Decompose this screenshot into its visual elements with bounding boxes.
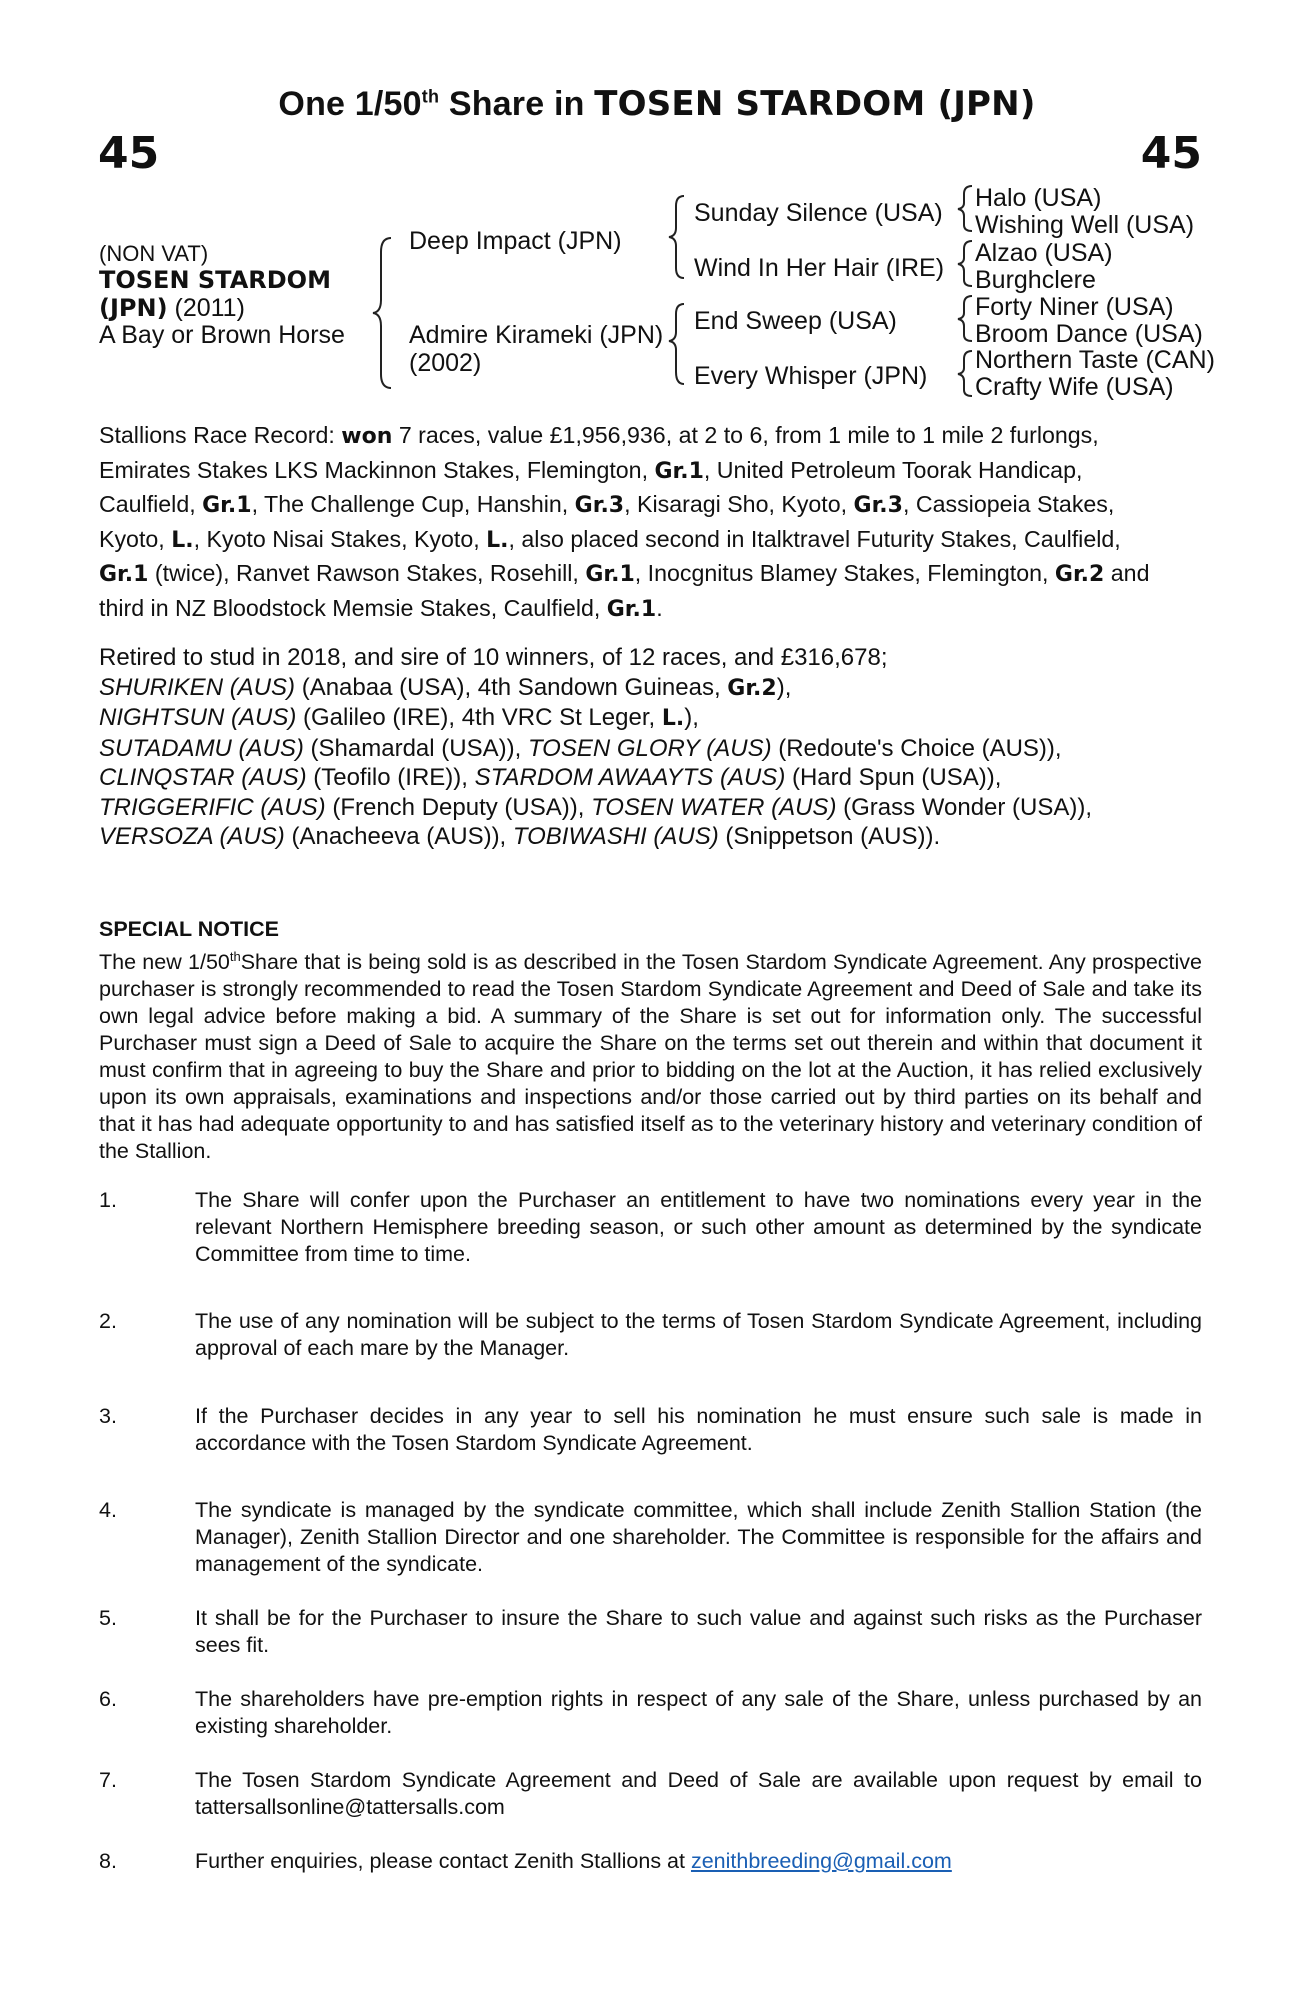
race-record-line: Kyoto, L., Kyoto Nisai Stakes, Kyoto, L., also placed second in Italktravel Futurity Stakes, Caulfield, — [99, 525, 1121, 553]
ancestor-7: Northern Taste (CAN) — [975, 346, 1215, 374]
race-record-line: Emirates Stakes LKS Mackinnon Stakes, Flemington, Gr.1, United Petroleum Toorak Handicap, — [99, 456, 1083, 484]
stud-record-intro: Retired to stud in 2018, and sire of 10 winners, of 12 races, and £316,678; — [99, 644, 888, 671]
race-record-line: Caulfield, Gr.1, The Challenge Cup, Hanshin, Gr.3, Kisaragi Sho, Kyoto, Gr.3, Cassiopeia Stakes, — [99, 491, 1115, 518]
stud-record — [99, 643, 1219, 852]
lot-number-right: 45 — [1140, 128, 1202, 179]
lot-number-left: 45 — [98, 128, 160, 179]
stud-record-line: CLINQSTAR (AUS) (Teofilo (IRE)), STARDOM AWAAYTS (AUS) (Hard Spun (USA)), — [99, 764, 1002, 791]
ancestor-3: Alzao (USA) — [975, 239, 1113, 267]
page-title: One 1/50th Share in TOSEN STARDOM (JPN) — [278, 84, 1036, 124]
sire: Deep Impact (JPN) — [409, 227, 622, 255]
horse-name-line2: (JPN) (2011) — [99, 294, 245, 322]
dam-dam: Every Whisper (JPN) — [694, 362, 928, 390]
email-link[interactable]: zenithbreeding@gmail.com — [690, 1849, 952, 1873]
stud-record-line: SHURIKEN (AUS) (Anabaa (USA), 4th Sandown Guineas, Gr.2), — [99, 673, 792, 701]
ancestor-1: Halo (USA) — [975, 184, 1102, 212]
special-notice — [99, 916, 1202, 1165]
sire-dam: Wind In Her Hair (IRE) — [694, 254, 945, 282]
stud-record-line: VERSOZA (AUS) (Anacheeva (AUS)), TOBIWASHI (AUS) (Snippetson (AUS)). — [99, 823, 941, 850]
horse-description: A Bay or Brown Horse — [99, 321, 345, 349]
ancestor-4: Burghclere — [975, 266, 1096, 294]
ancestor-6: Broom Dance (USA) — [975, 320, 1203, 348]
dam-year: (2002) — [409, 349, 482, 377]
ancestor-5: Forty Niner (USA) — [975, 293, 1174, 321]
race-record-line: third in NZ Bloodstock Memsie Stakes, Caulfield, Gr.1. — [99, 594, 663, 622]
vat-status: (NON VAT) — [99, 241, 209, 266]
dam: Admire Kirameki (JPN) — [409, 321, 664, 349]
special-notice-heading: SPECIAL NOTICE — [99, 917, 279, 941]
sire-sire: Sunday Silence (USA) — [694, 199, 943, 227]
race-record-line: Stallions Race Record: won 7 races, value £1,956,936, at 2 to 6, from 1 mile to 1 mile 2 furlongs, — [99, 422, 1099, 449]
stud-record-line: NIGHTSUN (AUS) (Galileo (IRE), 4th VRC St Leger, L.), — [99, 704, 699, 731]
ancestor-8: Crafty Wife (USA) — [975, 373, 1174, 401]
race-record-line: Gr.1 (twice), Ranvet Rawson Stakes, Rosehill, Gr.1, Inocgnitus Blamey Stakes, Flemington, Gr.2 and — [99, 560, 1150, 587]
horse-name: TOSEN STARDOM — [99, 266, 331, 294]
ancestor-2: Wishing Well (USA) — [975, 211, 1195, 239]
dam-sire: End Sweep (USA) — [694, 307, 897, 335]
race-record — [99, 419, 1219, 626]
stud-record-line: SUTADAMU (AUS) (Shamardal (USA)), TOSEN GLORY (AUS) (Redoute's Choice (AUS)), — [99, 734, 1062, 762]
stud-record-line: TRIGGERIFIC (AUS) (French Deputy (USA)), TOSEN WATER (AUS) (Grass Wonder (USA)), — [99, 793, 1093, 821]
special-notice-paragraph: The new 1/50thShare that is being sold is as described in the Tosen Stardom Syndicate Agreement. Any prospective purchaser is strongly recommended to read the Tosen Stardom Syndicate Agreement and Deed of Sale and take its own legal advice before making a bid. A summary of the Share is set out for information only. The successful Purchaser must sign a Deed of Sale to acquire the Share on the terms set out therein and within that document it must confirm that in agreeing to buy the Share and prior to bidding on the lot at the Auction, it has relied exclusively upon its own appraisals, examinations and inspections and/or those carried out by third parties on its behalf and that it has had adequate opportunity to and has satisfied itself as to the veterinary history and veterinary condition of the Stallion. — [99, 949, 1202, 1164]
